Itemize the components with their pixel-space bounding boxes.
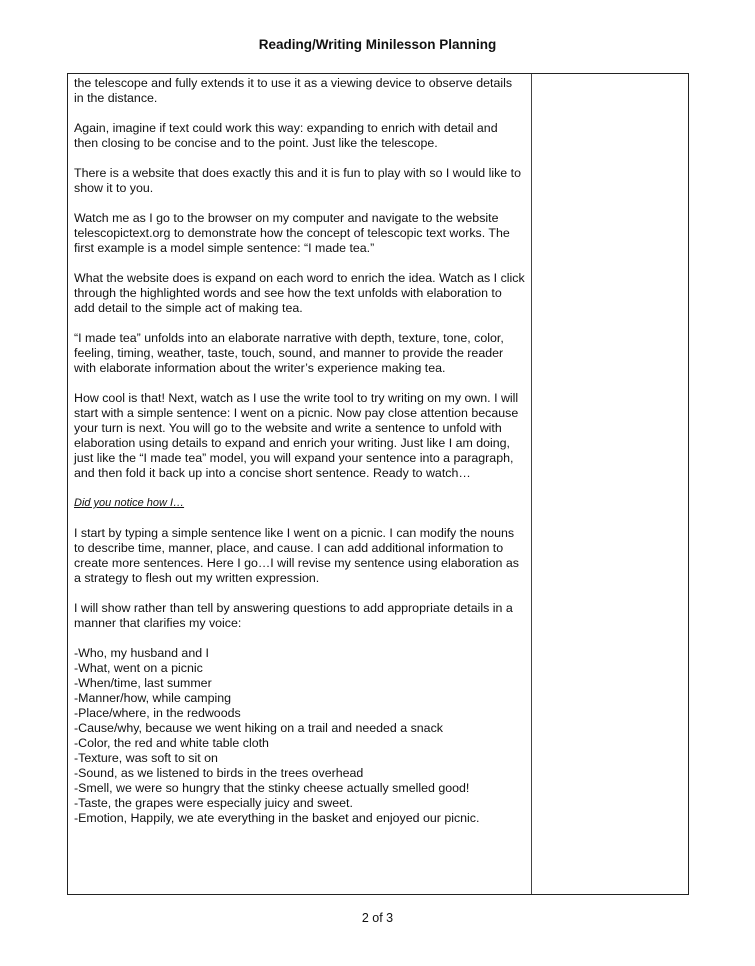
- list-item: -Texture, was soft to sit on: [74, 751, 218, 765]
- paragraph: Watch me as I go to the browser on my computer and navigate to the website telescopictext.org to demonstrate how the concept of telescopic text works. The first example is a model simple sentence: “I made tea.”: [74, 211, 510, 255]
- list-item: -What, went on a picnic: [74, 661, 203, 675]
- list-item: -Who, my husband and I: [74, 646, 209, 660]
- list-item: -Cause/why, because we went hiking on a trail and needed a snack: [74, 721, 443, 735]
- paragraph: “I made tea” unfolds into an elaborate narrative with depth, texture, tone, color, feeling, timing, weather, taste, touch, sound, and manner to provide the reader with elaborate information about the writer’s experience making tea.: [74, 331, 504, 375]
- list-item: -Color, the red and white table cloth: [74, 736, 269, 750]
- paragraph: What the website does is expand on each word to enrich the idea. Watch as I click through the highlighted words and see how the text unfolds with elaboration to add detail to the simple act of making tea.: [74, 271, 525, 315]
- paragraph: I will show rather than tell by answering questions to add appropriate details in a manner that clarifies my voice:: [74, 601, 513, 630]
- side-notes-cell: [532, 74, 688, 894]
- paragraph: How cool is that! Next, watch as I use the write tool to try writing on my own. I will start with a simple sentence: I went on a picnic. Now pay close attention because your turn is next. You will go to the website and write a sentence to unfold with elaboration using details to expand and enrich your writing. Just like I am doing, just like the “I made tea” model, you will expand your sentence into a paragraph, and then fold it back up into a concise short sentence. Ready to watch…: [74, 391, 519, 480]
- details-list: [74, 646, 525, 826]
- page-title: Reading/Writing Minilesson Planning: [258, 37, 497, 52]
- list-item: -Manner/how, while camping: [74, 691, 232, 705]
- list-item: -Smell, we were so hungry that the stinky cheese actually smelled good!: [74, 781, 470, 795]
- paragraph: I start by typing a simple sentence like I went on a picnic. I can modify the nouns to describe time, manner, place, and cause. I can add additional information to create more sentences. Here I go…I will revise my sentence using elaboration as a strategy to flesh out my written expression.: [74, 526, 519, 585]
- page-number: 2 of 3: [361, 911, 394, 925]
- list-item: -Taste, the grapes were especially juicy and sweet.: [74, 796, 353, 810]
- paragraph: the telescope and fully extends it to use it as a viewing device to observe details in the distance.: [74, 76, 513, 105]
- lesson-plan-table: [67, 73, 689, 895]
- paragraph: There is a website that does exactly this and it is fun to play with so I would like to show it to you.: [74, 166, 521, 195]
- paragraph: Again, imagine if text could work this way: expanding to enrich with detail and then closing to be concise and to the point. Just like the telescope.: [74, 121, 498, 150]
- lesson-text-cell: [68, 74, 532, 894]
- note-heading: Did you notice how I…: [74, 497, 185, 509]
- list-item: -Sound, as we listened to birds in the trees overhead: [74, 766, 364, 780]
- list-item: -Place/where, in the redwoods: [74, 706, 241, 720]
- list-item: -When/time, last summer: [74, 676, 212, 690]
- list-item: -Emotion, Happily, we ate everything in the basket and enjoyed our picnic.: [74, 811, 480, 825]
